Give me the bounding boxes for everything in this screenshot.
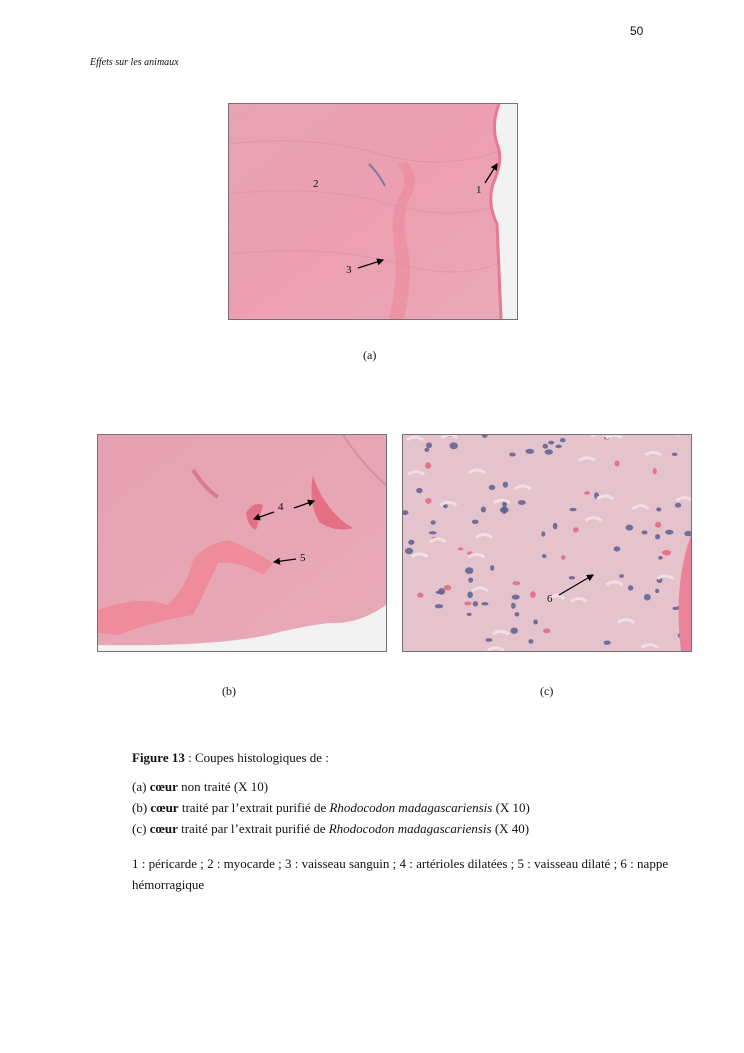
caption-a-organ: cœur xyxy=(149,779,178,794)
panel-b-caption: (b) xyxy=(222,684,236,698)
figure-title-text: : Coupes histologiques de : xyxy=(184,750,329,765)
figure-legend: 1 : péricarde ; 2 : myocarde ; 3 : vaisseau sanguin ; 4 : artérioles dilatées ; 5 : vaisseau dilaté ; 6 : nappe hémorragique xyxy=(132,856,669,892)
micrograph-b xyxy=(97,434,387,652)
caption-a-prefix: (a) xyxy=(132,779,150,794)
figure-caption xyxy=(132,747,672,895)
caption-b-species: Rhodocodon madagascariensis xyxy=(329,800,493,815)
figure-number: Figure 13 xyxy=(132,750,185,765)
caption-line-b xyxy=(132,797,672,818)
micrograph-c xyxy=(402,434,692,652)
figure-title xyxy=(132,747,672,768)
panel-c-label-6: 6 xyxy=(547,593,553,605)
panel-b-label-4: 4 xyxy=(278,501,284,513)
caption-c-species: Rhodocodon madagascariensis xyxy=(328,821,492,836)
panel-c-caption: (c) xyxy=(540,684,554,698)
caption-b-text: traité par l’extrait purifié de xyxy=(178,800,330,815)
panel-b-label-5: 5 xyxy=(300,552,306,564)
panel-a-label-3: 3 xyxy=(346,264,352,276)
caption-c-organ: cœur xyxy=(149,821,178,836)
caption-b-magnification: (X 10) xyxy=(492,800,530,815)
caption-line-a xyxy=(132,776,672,797)
micrograph-a xyxy=(228,103,518,320)
running-title: Effets sur les animaux xyxy=(90,57,179,68)
panel-a-label-1: 1 xyxy=(476,184,482,196)
caption-line-c xyxy=(132,818,672,839)
caption-c-magnification: (X 40) xyxy=(491,821,530,836)
caption-a-text: non traité (X 10) xyxy=(177,779,269,794)
panel-a-label-2: 2 xyxy=(313,178,319,190)
caption-b-organ: cœur xyxy=(150,800,179,815)
caption-c-text: traité par l’extrait purifié de xyxy=(177,821,329,836)
page-number: 50 xyxy=(630,24,644,38)
panel-a-caption: (a) xyxy=(363,348,377,362)
caption-c-prefix: (c) xyxy=(132,821,150,836)
caption-b-prefix: (b) xyxy=(132,800,151,815)
